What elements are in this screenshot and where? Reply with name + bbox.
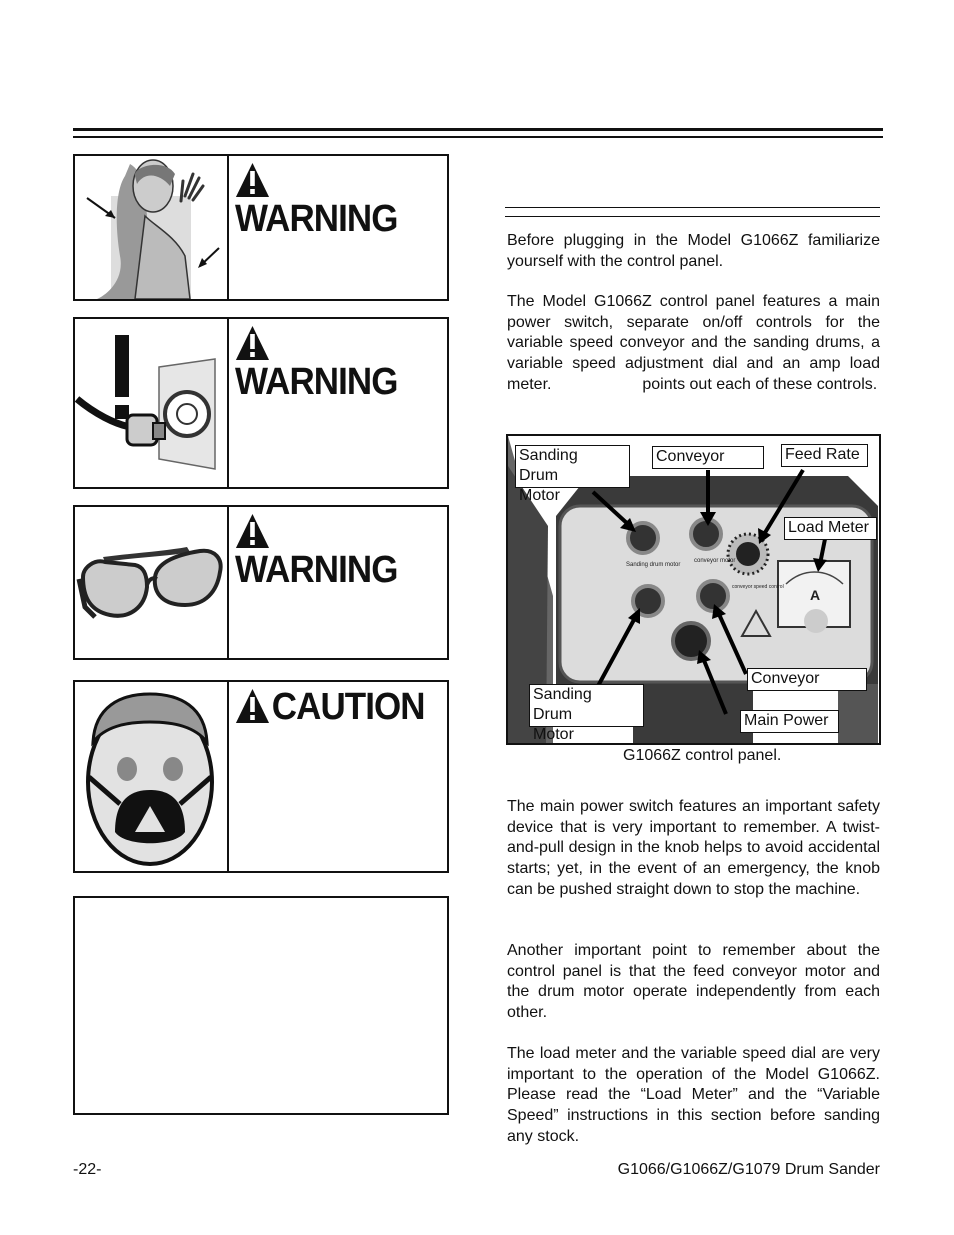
warning-triangle-icon [235,325,270,361]
respirator-icon [75,682,225,870]
warning-box-hair [73,154,449,301]
warning-badge-2 [235,325,430,401]
label-sanding-drum-motor-bottom: Sanding Drum Motor [529,684,644,727]
panel-features-tail: points out each of these controls. [642,375,878,393]
page-number: -22- [73,1161,102,1178]
load-meter-paragraph: The load meter and the variable speed dial are very important to the operation of the Model G1066Z. Please read the “Load Meter” and the “Variable Speed” instructions in this section before sanding any stock. [507,1045,880,1145]
section-heading-rule [505,207,880,208]
panel-sanding-drum-motor-text: Sanding drum motor [626,562,681,568]
panel-amp-text: A [810,587,821,603]
warning-triangle-icon [235,513,270,549]
footer-title: G1066/G1066Z/G1079 Drum Sander [617,1161,880,1178]
main-power-paragraph: The main power switch features an important safety device that is very important to remember. A twist-and-pull design in the knob helps to avoid accidental starts; yet, in the event of an emergency, the knob can be pushed straight down to stop the machine. [507,798,880,898]
warning-badge-text: WARNING [235,361,398,403]
independent-motors-paragraph: Another important point to remember about the control panel is that the feed conveyor motor and the drum motor operate independently from each other. [507,942,880,1022]
panel-features-paragraph [507,292,880,396]
intro-paragraph: Before plugging in the Model G1066Z familiarize yourself with the control panel. [507,232,880,270]
caution-badge-text: CAUTION [271,686,425,728]
warning-divider [227,682,229,871]
warning-divider [227,507,229,658]
caution-triangle-icon [235,688,270,724]
warning-box-glasses [73,505,449,660]
label-conveyor-top: Conveyor [652,446,764,469]
label-feed-rate: Feed Rate [781,444,868,467]
caution-badge [235,688,425,726]
warning-badge-text: WARNING [235,549,398,591]
hair-tie-back-icon [75,156,225,299]
warning-divider [227,319,229,487]
control-panel-figure [506,434,881,745]
label-sanding-drum-motor-top: Sanding Drum Motor [515,445,630,488]
section-heading-rule-2 [505,216,880,217]
note-box [73,896,449,1115]
warning-triangle-icon [235,162,270,198]
panel-conveyor-speed-text: conveyor speed control [732,584,784,590]
safety-glasses-icon [75,507,225,657]
panel-features-text: The Model G1066Z control panel features a main power switch, separate on/off controls for the variable speed conveyor and the sanding drums, a variable speed adjustment dial and an amp load meter. [507,293,880,393]
warning-badge-3 [235,513,430,589]
header-rule-top [73,128,883,131]
warning-divider [227,156,229,299]
figure-caption: G1066Z control panel. [623,747,782,764]
label-load-meter: Load Meter [784,517,877,540]
panel-conveyor-motor-text: conveyor motor [694,558,736,564]
warning-badge-1 [235,162,430,238]
plug-outlet-icon [75,319,225,487]
label-conveyor-bottom: Conveyor [747,668,867,691]
warning-badge-text: WARNING [235,198,398,240]
warning-box-plug [73,317,449,489]
caution-box-respirator [73,680,449,873]
header-rule-bottom [73,136,883,138]
label-main-power: Main Power [740,710,839,733]
